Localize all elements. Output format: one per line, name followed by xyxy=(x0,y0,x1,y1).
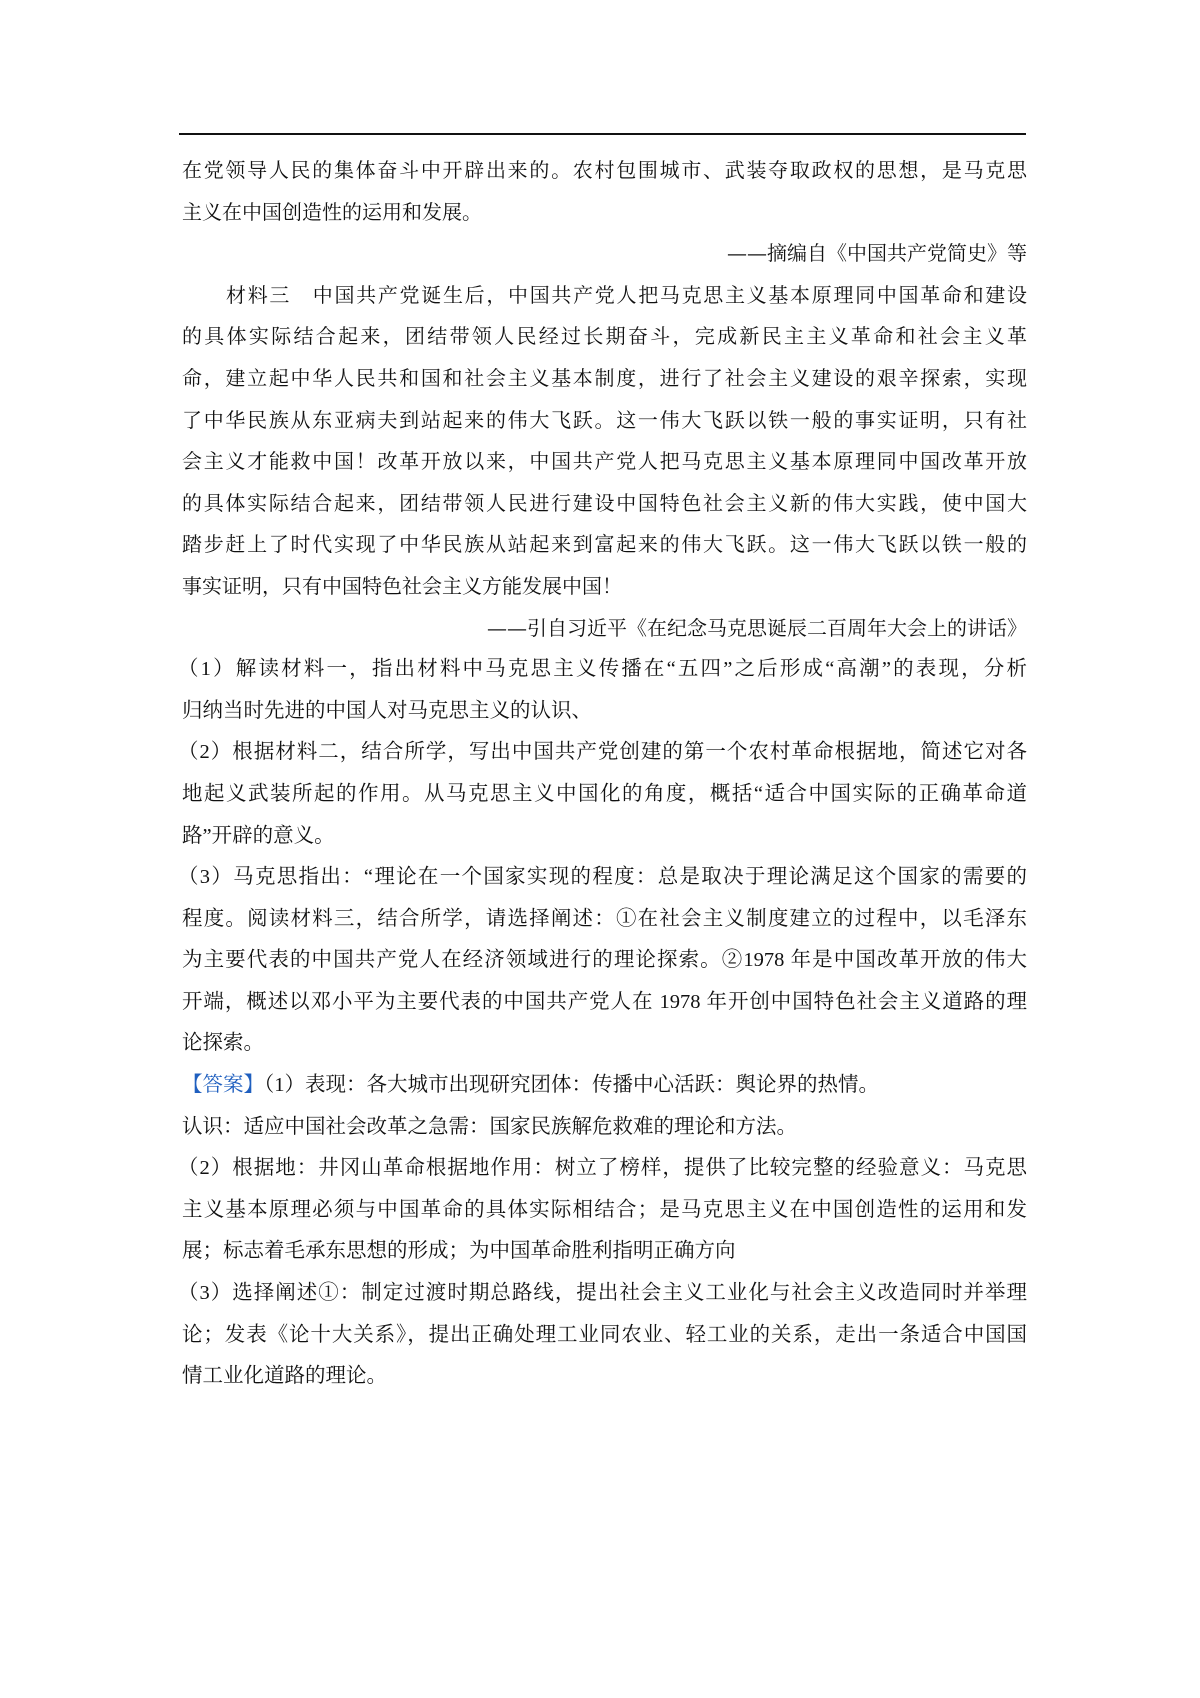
question-2-line: 路”开辟的意义。 xyxy=(182,824,335,847)
question-3-line: 开端，概述以邓小平为主要代表的中国共产党人在 1978 年开创中国特色社会主义道路的理 xyxy=(182,990,1027,1013)
question-1-line: 归纳当时先进的中国人对马克思主义的认识、 xyxy=(182,699,592,722)
answer-tag: 【答案】 xyxy=(182,1074,264,1097)
question-3-line: 论探索。 xyxy=(182,1032,264,1055)
question-3-line: 为主要代表的中国共产党人在经济领域进行的理论探索。②1978 年是中国改革开放的伟大 xyxy=(182,949,1027,972)
answer-3-line: 论；发表《论十大关系》，提出正确处理工业同农业、轻工业的关系，走出一条适合中国国 xyxy=(182,1323,1027,1346)
answer-3-line: （3）选择阐述①：制定过渡时期总路线，提出社会主义工业化与社会主义改造同时并举理 xyxy=(178,1282,1027,1305)
material-two-source: ——摘编自《中国共产党简史》等 xyxy=(727,241,1027,266)
question-1-line: （1）解读材料一，指出材料中马克思主义传播在“五四”之后形成“高潮”的表现，分析 xyxy=(178,658,1027,681)
answer-2-line: （2）根据地：井冈山革命根据地作用：树立了榜样，提供了比较完整的经验意义：马克思 xyxy=(178,1157,1027,1180)
question-3-line: （3）马克思指出：“理论在一个国家实现的程度：总是取决于理论满足这个国家的需要的 xyxy=(178,866,1027,889)
question-2-line: （2）根据材料二，结合所学，写出中国共产党创建的第一个农村革命根据地，简述它对各 xyxy=(178,741,1027,764)
answer-2-line: 展；标志着毛承东思想的形成；为中国革命胜利指明正确方向 xyxy=(182,1240,736,1263)
material-three-line: 事实证明，只有中国特色社会主义方能发展中国！ xyxy=(182,573,622,598)
material-two-line: 在党领导人民的集体奋斗中开辟出来的。农村包围城市、武装夺取政权的思想，是马克思 xyxy=(182,158,1027,182)
material-three-line: 的具体实际结合起来，团结带领人民进行建设中国特色社会主义新的伟大实践，使中国大 xyxy=(182,490,1027,515)
question-2-line: 地起义武装所起的作用。从马克思主义中国化的角度，概括“适合中国实际的正确革命道 xyxy=(182,782,1027,805)
material-three-line: 命，建立起中华人民共和国和社会主义基本制度，进行了社会主义建设的艰辛探索，实现 xyxy=(182,365,1027,390)
material-two-line: 主义在中国创造性的运用和发展。 xyxy=(182,199,482,224)
answer-1-second-line: 认识：适应中国社会改革之急需：国家民族解危救难的理论和方法。 xyxy=(182,1115,797,1138)
document-body xyxy=(178,150,1027,1398)
material-three-line: 了中华民族从东亚病夫到站起来的伟大飞跃。这一伟大飞跃以铁一般的事实证明，只有社 xyxy=(182,407,1027,432)
header-rule xyxy=(179,133,1026,135)
material-three-line: 的具体实际结合起来，团结带领人民经过长期奋斗，完成新民主主义革命和社会主义革 xyxy=(182,324,1027,349)
question-3-line: 程度。阅读材料三，结合所学，请选择阐述：①在社会主义制度建立的过程中，以毛泽东 xyxy=(182,907,1027,930)
material-three-line: 会主义才能救中国！改革开放以来，中国共产党人把马克思主义基本原理同中国改革开放 xyxy=(182,449,1027,474)
material-three-line: 踏步赶上了时代实现了中华民族从站起来到富起来的伟大飞跃。这一伟大飞跃以铁一般的 xyxy=(182,532,1027,557)
answer-3-line: 情工业化道路的理论。 xyxy=(182,1365,387,1388)
material-three-source: ——引自习近平《在纪念马克思诞辰二百周年大会上的讲话》 xyxy=(487,615,1027,640)
material-three-line: 材料三 中国共产党诞生后，中国共产党人把马克思主义基本原理同中国革命和建设 xyxy=(226,282,1027,307)
answer-1-text: （1）表现：各大城市出现研究团体：传播中心活跃：舆论界的热情。 xyxy=(264,1074,879,1097)
answer-line xyxy=(182,1065,1027,1107)
answer-2-line: 主义基本原理必须与中国革命的具体实际相结合；是马克思主义在中国创造性的运用和发 xyxy=(182,1198,1027,1221)
